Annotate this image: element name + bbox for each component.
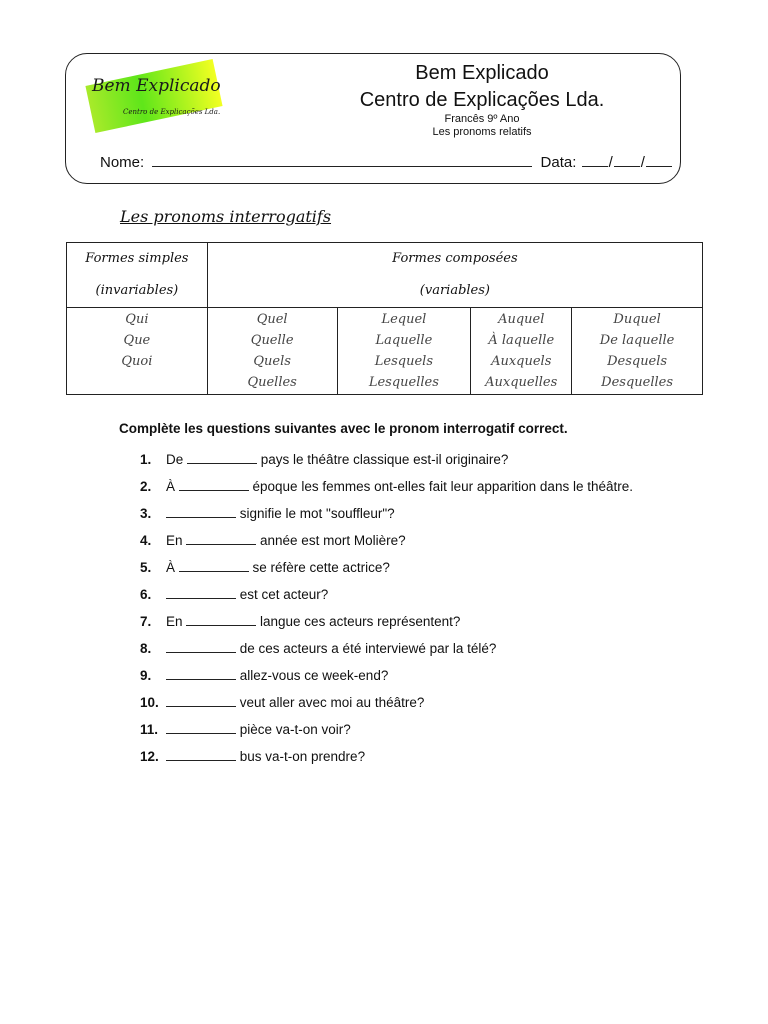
exercise-instruction: Complète les questions suivantes avec le pronom interrogatif correct.	[119, 421, 568, 436]
org-title-line2: Centro de Explicações Lda.	[359, 89, 605, 111]
name-label: Nome:	[100, 154, 145, 171]
answer-blank[interactable]	[166, 586, 236, 599]
answer-blank[interactable]	[179, 478, 249, 491]
table-column-quel: Quel Quelle Quels Quelles	[207, 308, 337, 395]
question-item: 2. À époque les femmes ont-elles fait leur apparition dans le théâtre.	[140, 479, 633, 494]
question-item: 1. De pays le théâtre classique est-il originaire?	[140, 452, 509, 467]
table-column-duquel: Duquel De laquelle Desquels Desquelles	[572, 308, 703, 395]
question-item: 8. de ces acteurs a été interviewé par la télé?	[140, 641, 497, 656]
question-item: 7. En langue ces acteurs représentent?	[140, 614, 461, 629]
answer-blank[interactable]	[166, 505, 236, 518]
date-year-field[interactable]	[646, 152, 672, 167]
course-label: Francês 9º Ano	[444, 113, 520, 125]
logo-background	[85, 59, 222, 133]
table-column-simple: Qui Que Quoi	[67, 308, 208, 395]
simple-forms-header: Formes simples (invariables)	[67, 243, 208, 308]
question-item: 10. veut aller avec moi au théâtre?	[140, 695, 425, 710]
pronouns-table	[66, 242, 703, 395]
question-item: 6. est cet acteur?	[140, 587, 329, 602]
question-item: 9. allez-vous ce week-end?	[140, 668, 389, 683]
name-date-row: Nome: Data: / /	[100, 152, 673, 171]
answer-blank[interactable]	[186, 532, 256, 545]
logo-subtitle: Centro de Explicações Lda.	[123, 108, 221, 116]
question-item: 4. En année est mort Molière?	[140, 533, 406, 548]
section-title: Les pronoms interrogatifs	[120, 207, 332, 226]
answer-blank[interactable]	[166, 748, 236, 761]
topic-label: Les pronoms relatifs	[432, 126, 532, 138]
answer-blank[interactable]	[166, 667, 236, 680]
question-item: 5. À se réfère cette actrice?	[140, 560, 390, 575]
logo-title: Bem Explicado	[92, 76, 221, 96]
question-item: 12. bus va-t-on prendre?	[140, 749, 366, 764]
date-label: Data:	[540, 154, 577, 171]
answer-blank[interactable]	[179, 559, 249, 572]
table-column-auquel: Auquel À laquelle Auxquels Auxquelles	[471, 308, 572, 395]
name-field[interactable]	[152, 152, 532, 167]
date-month-field[interactable]	[614, 152, 640, 167]
answer-blank[interactable]	[186, 613, 256, 626]
answer-blank[interactable]	[166, 694, 236, 707]
answer-blank[interactable]	[166, 640, 236, 653]
question-item: 3. signifie le mot "souffleur"?	[140, 506, 395, 521]
question-item: 11. pièce va-t-on voir?	[140, 722, 351, 737]
answer-blank[interactable]	[187, 451, 257, 464]
date-day-field[interactable]	[582, 152, 608, 167]
answer-blank[interactable]	[166, 721, 236, 734]
org-title-line1: Bem Explicado	[415, 62, 549, 84]
composed-forms-header: Formes composées (variables)	[207, 243, 702, 308]
table-column-lequel: Lequel Laquelle Lesquels Lesquelles	[337, 308, 471, 395]
questions-list	[140, 446, 700, 770]
logo	[85, 62, 225, 132]
